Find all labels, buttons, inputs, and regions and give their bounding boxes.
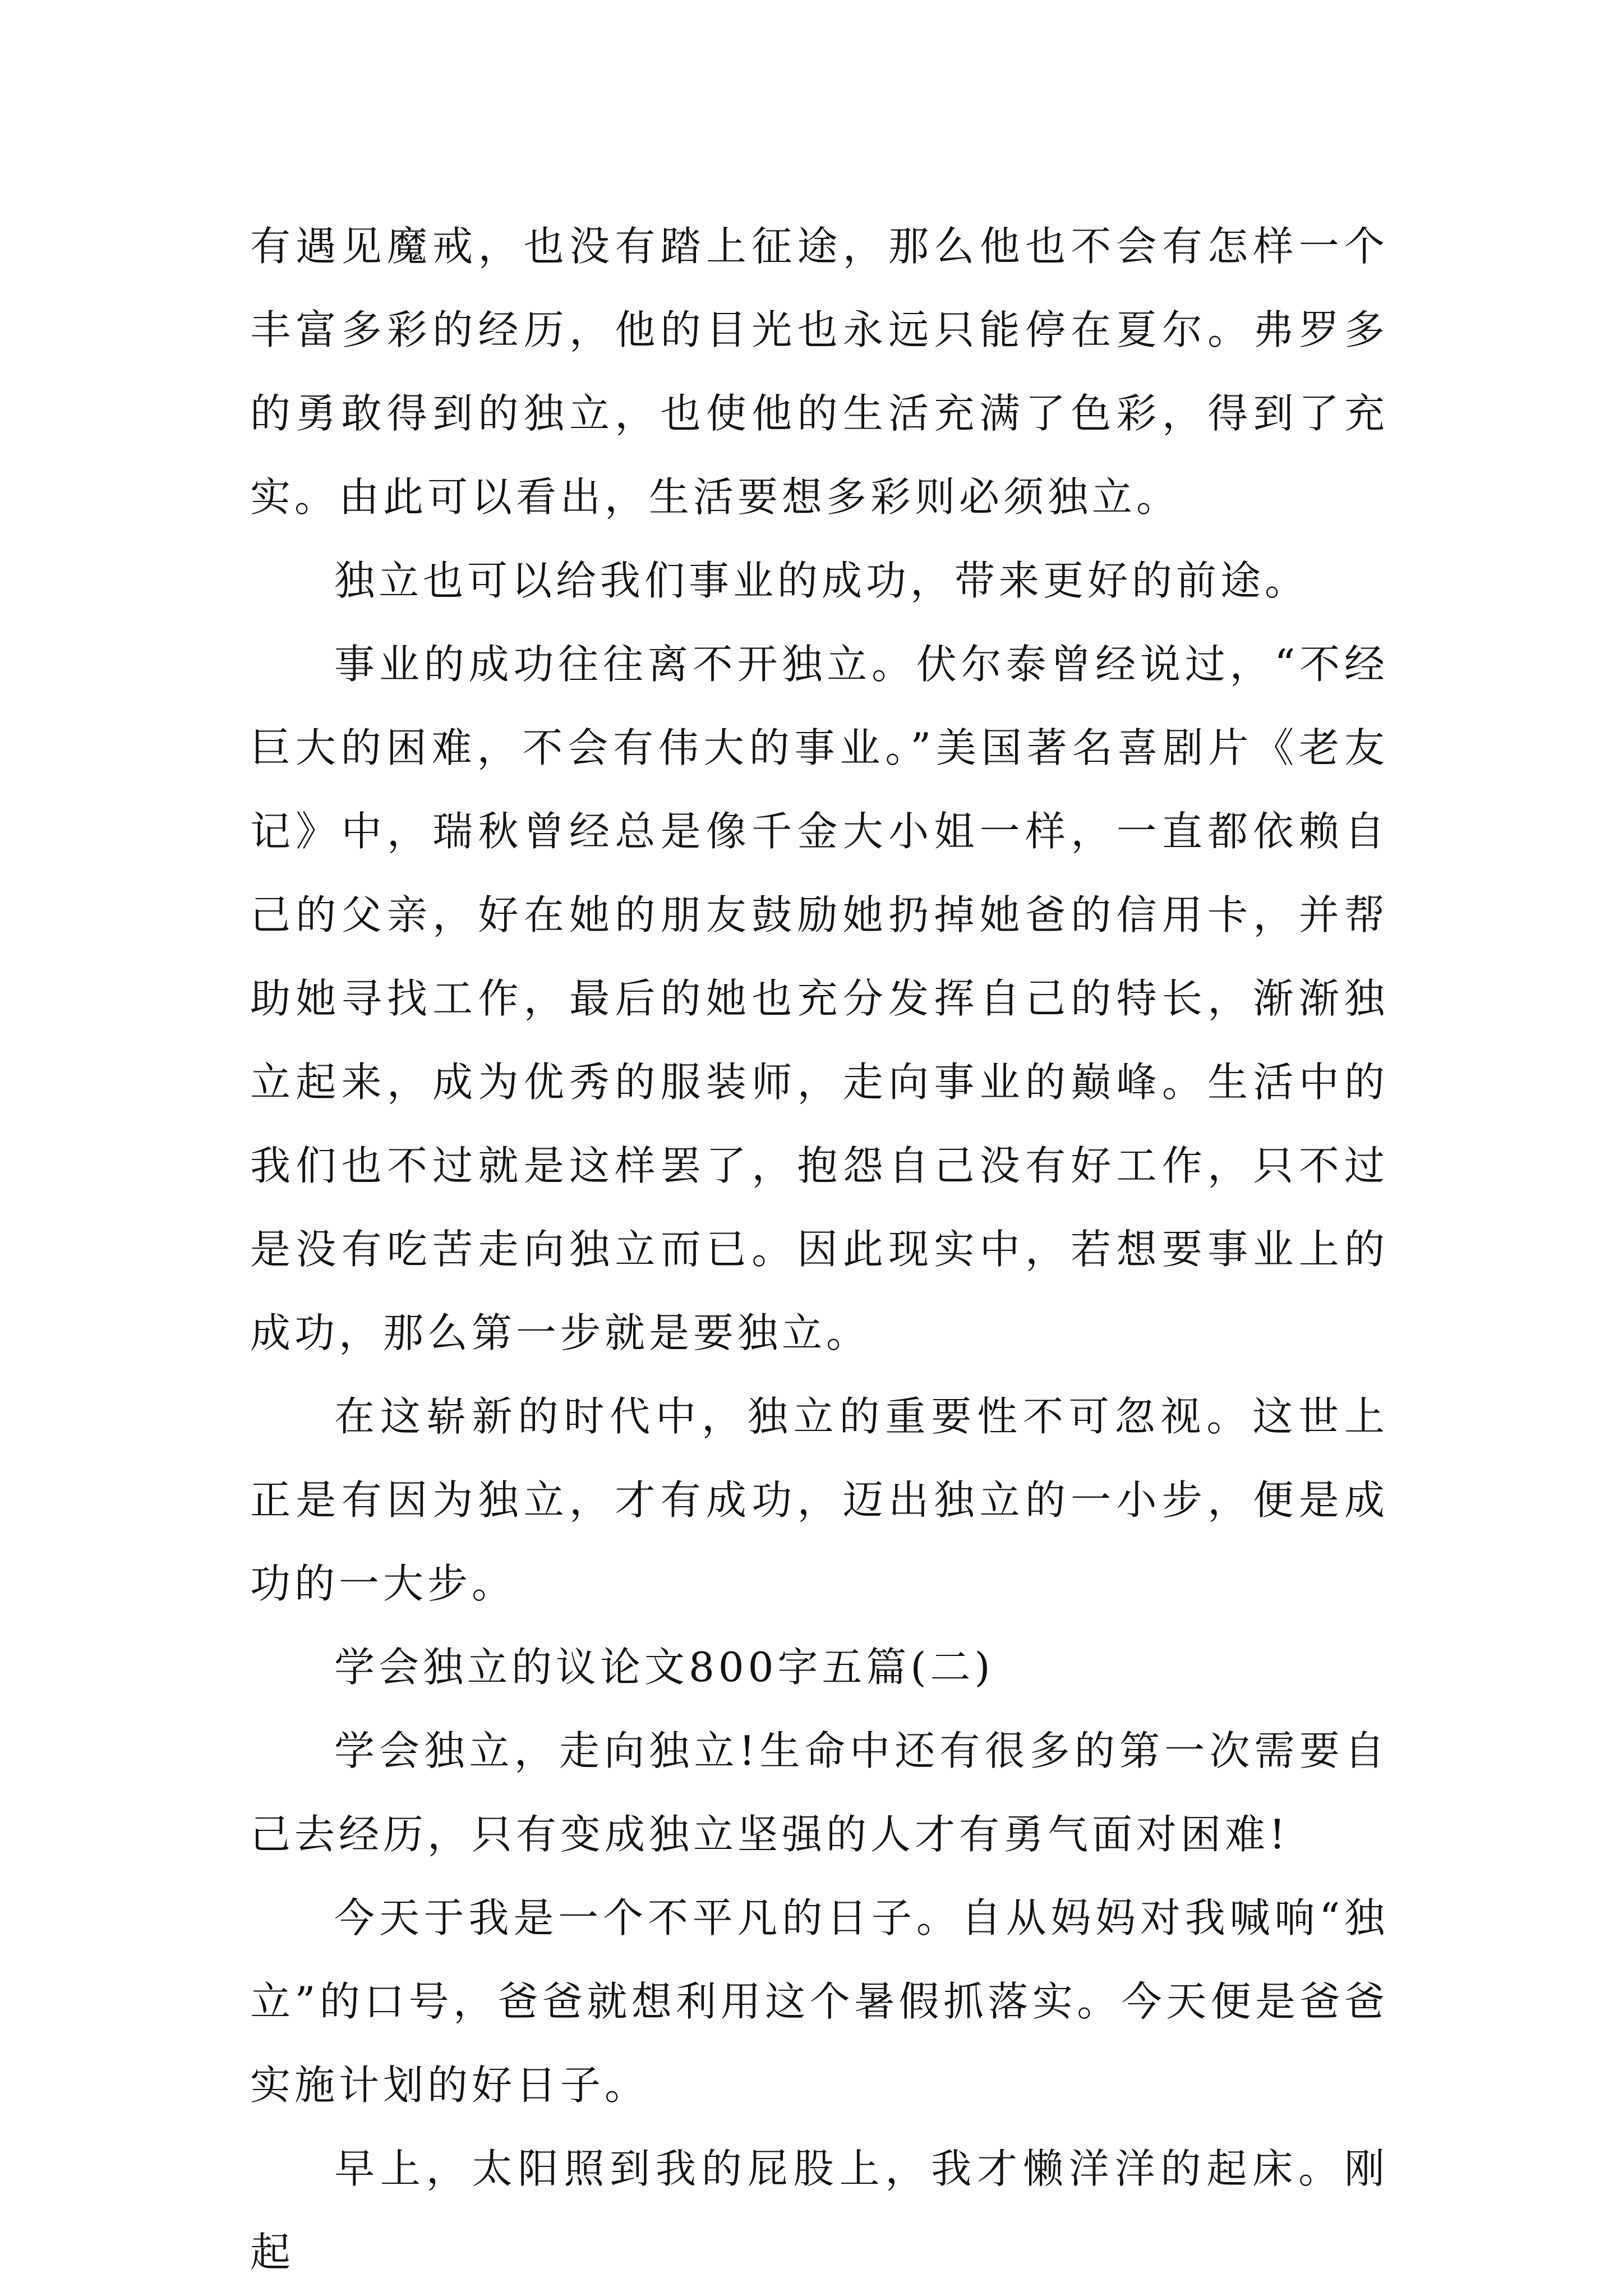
essay-heading: 学会独立的议论文800字五篇(二) [334, 1644, 994, 1691]
paragraph-morning: 早上，太阳照到我的屁股上，我才懒洋洋的起床。刚起 [250, 2145, 1389, 2276]
paragraph-continuation: 有遇见魔戒，也没有踏上征途，那么他也不会有怎样一个丰富多彩的经历，他的目光也永远只能停在夏尔。弗罗多的勇敢得到的独立，也使他的生活充满了色彩，得到了充实。由此可以看出，生活要想多彩则必须独立。 [250, 223, 1389, 521]
paragraph-conclusion: 在这崭新的时代中，独立的重要性不可忽视。这世上正是有因为独立，才有成功，迈出独立的一小步，便是成功的一大步。 [250, 1393, 1389, 1607]
paragraph-career-success: 事业的成功往往离不开独立。伏尔泰曾经说过，“不经巨大的困难，不会有伟大的事业。”美国著名喜剧片《老友记》中，瑞秋曾经总是像千金大小姐一样，一直都依赖自己的父亲，好在她的朋友鼓励她扔掉她爸的信用卡，并帮助她寻找工作，最后的她也充分发挥自己的特长，渐渐独立起来，成为优秀的服装师，走向事业的巅峰。生活中的我们也不过就是这样罢了，抱怨自己没有好工作，只不过是没有吃苦走向独立而已。因此现实中，若想要事业上的成功，那么第一步就是要独立。 [250, 641, 1389, 1356]
document-body [250, 205, 1389, 2294]
paragraph-learn-independence: 学会独立，走向独立!生命中还有很多的第一次需要自己去经历，只有变成独立坚强的人才有勇气面对困难! [250, 1727, 1389, 1858]
paragraph-special-day: 今天于我是一个不平凡的日子。自从妈妈对我喊响“独立”的口号，爸爸就想利用这个暑假抓落实。今天便是爸爸实施计划的好日子。 [250, 1894, 1389, 2109]
paragraph-career-intro: 独立也可以给我们事业的成功，带来更好的前途。 [334, 557, 1310, 604]
